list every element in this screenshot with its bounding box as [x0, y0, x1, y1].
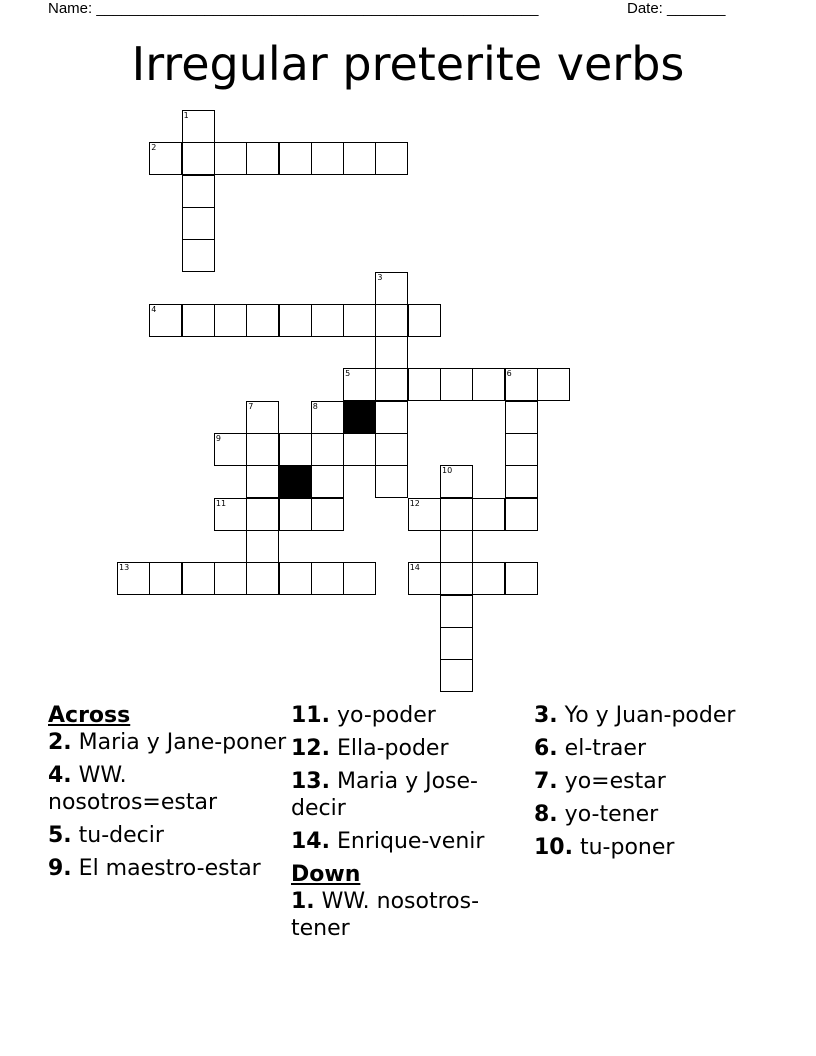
clue-number: 1. — [291, 889, 315, 914]
clue-number: 11. — [291, 703, 330, 728]
grid-cell[interactable] — [440, 530, 473, 563]
grid-cell[interactable] — [505, 498, 538, 531]
grid-cell[interactable] — [246, 562, 279, 595]
clue-text: Yo y Juan-poder — [564, 703, 736, 728]
clue-text: El maestro-estar — [78, 856, 261, 881]
cell-number: 11 — [215, 498, 227, 508]
grid-cell[interactable] — [343, 368, 376, 401]
grid-cell[interactable] — [311, 433, 344, 466]
grid-cell[interactable] — [279, 142, 312, 175]
cell-number: 13 — [119, 563, 130, 573]
grid-cell[interactable] — [343, 304, 376, 337]
clue-across-2 — [48, 729, 288, 756]
grid-cell[interactable] — [214, 498, 247, 531]
grid-cell[interactable] — [505, 433, 538, 466]
grid-cell[interactable] — [149, 562, 182, 595]
grid-cell[interactable] — [279, 562, 312, 595]
date-field[interactable]: Date: _______ — [627, 0, 726, 17]
clue-down-7 — [534, 768, 774, 795]
grid-cell[interactable] — [311, 142, 344, 175]
cell-number: 6 — [506, 369, 512, 379]
grid-cell[interactable] — [472, 562, 505, 595]
grid-cell[interactable] — [279, 433, 312, 466]
clue-across-12 — [291, 735, 531, 762]
grid-cell[interactable] — [505, 401, 538, 434]
clue-number: 12. — [291, 736, 330, 761]
grid-cell[interactable] — [440, 562, 473, 595]
grid-cell[interactable] — [246, 498, 279, 531]
grid-cell[interactable] — [246, 142, 279, 175]
grid-cell[interactable] — [440, 659, 473, 692]
clue-text: tu-decir — [78, 823, 164, 848]
clue-column-2 — [291, 702, 531, 948]
clue-number: 7. — [534, 769, 558, 794]
grid-cell[interactable] — [182, 175, 215, 208]
clue-number: 13. — [291, 769, 330, 794]
clue-text: tu-poner — [579, 835, 675, 860]
grid-cell[interactable] — [182, 239, 215, 272]
grid-cell[interactable] — [375, 336, 408, 369]
clue-down-1 — [291, 888, 531, 942]
grid-cell[interactable] — [246, 304, 279, 337]
grid-cell[interactable] — [182, 142, 215, 175]
clue-text: yo=estar — [564, 769, 666, 794]
grid-cell[interactable] — [311, 465, 344, 498]
grid-cell[interactable] — [343, 142, 376, 175]
grid-cell[interactable] — [279, 304, 312, 337]
clue-column-1 — [48, 702, 288, 888]
clue-number: 4. — [48, 763, 72, 788]
clue-number: 8. — [534, 802, 558, 827]
grid-cell[interactable] — [375, 272, 408, 305]
clue-number: 3. — [534, 703, 558, 728]
grid-cell[interactable] — [311, 401, 344, 434]
grid-block-cell — [343, 401, 376, 434]
grid-cell[interactable] — [440, 465, 473, 498]
grid-cell[interactable] — [375, 304, 408, 337]
cell-number: 5 — [345, 369, 351, 379]
clue-text: el-traer — [564, 736, 646, 761]
grid-block-cell — [279, 465, 312, 498]
cell-number: 3 — [377, 272, 383, 282]
cell-number: 9 — [215, 434, 221, 443]
grid-cell[interactable] — [246, 465, 279, 498]
grid-cell[interactable] — [408, 368, 441, 401]
clue-text: Enrique-venir — [336, 829, 485, 854]
grid-cell[interactable] — [246, 530, 279, 563]
clue-number: 5. — [48, 823, 72, 848]
clue-text: WW. nosotros-tener — [291, 889, 480, 941]
cell-number: 10 — [442, 466, 453, 476]
clue-down-8 — [534, 801, 774, 828]
clue-across-5 — [48, 822, 288, 849]
grid-cell[interactable] — [375, 465, 408, 498]
clue-number: 9. — [48, 856, 72, 881]
clue-down-3 — [534, 702, 774, 729]
grid-cell[interactable] — [505, 368, 538, 401]
grid-cell[interactable] — [440, 368, 473, 401]
cell-number: 4 — [151, 304, 157, 314]
grid-cell[interactable] — [149, 142, 182, 175]
clue-down-10 — [534, 834, 774, 861]
clue-across-9 — [48, 855, 288, 882]
grid-cell[interactable] — [440, 595, 473, 628]
grid-cell[interactable] — [375, 433, 408, 466]
grid-cell[interactable] — [343, 562, 376, 595]
clue-text: yo-poder — [336, 703, 436, 728]
grid-cell[interactable] — [246, 401, 279, 434]
grid-cell[interactable] — [408, 304, 441, 337]
grid-cell[interactable] — [311, 304, 344, 337]
clue-number: 2. — [48, 730, 72, 755]
grid-cell[interactable] — [505, 465, 538, 498]
grid-cell[interactable] — [246, 433, 279, 466]
clue-across-4 — [48, 762, 288, 816]
clue-across-14 — [291, 828, 531, 855]
name-field[interactable]: Name: _____________________________________________________ — [48, 0, 539, 17]
across-heading: Across — [48, 703, 131, 728]
down-heading: Down — [291, 862, 361, 887]
cell-number: 8 — [312, 401, 318, 411]
grid-cell[interactable] — [375, 368, 408, 401]
grid-cell[interactable] — [472, 498, 505, 531]
clue-number: 10. — [534, 835, 573, 860]
cell-number: 2 — [151, 143, 157, 153]
clue-number: 6. — [534, 736, 558, 761]
clue-across-13 — [291, 768, 531, 822]
grid-cell[interactable] — [279, 498, 312, 531]
cell-number: 1 — [183, 111, 189, 120]
grid-cell[interactable] — [214, 142, 247, 175]
cell-number: 14 — [409, 563, 420, 573]
clue-text: WW. nosotros=estar — [48, 763, 218, 815]
cell-number: 12 — [409, 498, 420, 508]
grid-cell[interactable] — [182, 207, 215, 240]
grid-cell[interactable] — [311, 498, 344, 531]
grid-cell[interactable] — [214, 562, 247, 595]
cell-number: 7 — [248, 401, 254, 411]
grid-cell[interactable] — [182, 562, 215, 595]
clue-down-6 — [534, 735, 774, 762]
grid-cell[interactable] — [375, 142, 408, 175]
grid-cell[interactable] — [440, 498, 473, 531]
grid-cell[interactable] — [472, 368, 505, 401]
grid-cell[interactable] — [149, 304, 182, 337]
grid-cell[interactable] — [182, 110, 215, 143]
clue-text: Maria y Jose-decir — [291, 769, 478, 821]
grid-cell[interactable] — [375, 401, 408, 434]
grid-cell[interactable] — [440, 627, 473, 660]
clue-column-3 — [534, 702, 774, 867]
clue-across-11 — [291, 702, 531, 729]
grid-cell[interactable] — [214, 304, 247, 337]
grid-cell[interactable] — [343, 433, 376, 466]
grid-cell[interactable] — [408, 498, 441, 531]
grid-cell[interactable] — [214, 433, 247, 466]
clue-number: 14. — [291, 829, 330, 854]
grid-cell[interactable] — [537, 368, 570, 401]
clue-text: yo-tener — [564, 802, 659, 827]
clue-text: Maria y Jane-poner — [78, 730, 287, 755]
page-title: Irregular preterite verbs — [131, 37, 685, 91]
grid-cell[interactable] — [182, 304, 215, 337]
grid-cell[interactable] — [117, 562, 150, 595]
clue-text: Ella-poder — [336, 736, 449, 761]
grid-cell[interactable] — [408, 562, 441, 595]
grid-cell[interactable] — [505, 562, 538, 595]
grid-cell[interactable] — [311, 562, 344, 595]
